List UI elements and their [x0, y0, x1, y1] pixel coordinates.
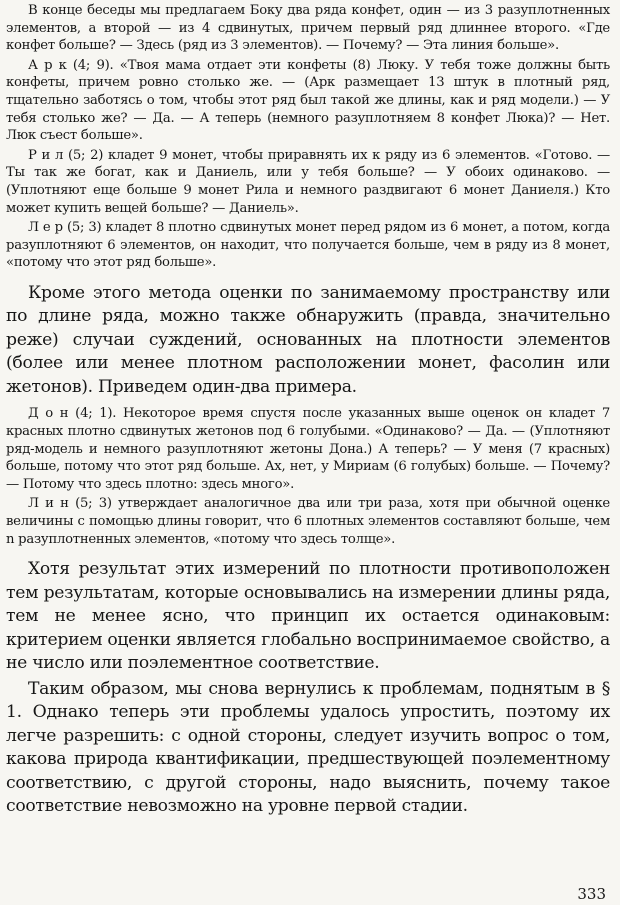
paragraph: Л е р (5; 3) кладет 8 плотно сдвинутых монет перед рядом из 6 монет, а потом, когда разуплотняют 6 элементов, он находит, что получается больше, чем в ряду из 8 монет, «потому что этот ряд больше».	[6, 220, 610, 271]
paragraph: Р и л (5; 2) кладет 9 монет, чтобы приравнять их к ряду из 6 элементов. «Готово. — Ты так же богат, как и Даниель, или у тебя больше? — У обоих одинаково. — (Уплотняют еще больше 9 монет Рила и немного раздвигают 6 монет Даниеля.) Кто может купить вещей больше? — Даниель».	[6, 147, 610, 216]
page-number: 333	[577, 885, 606, 903]
paragraph: В конце беседы мы предлагаем Боку два ряда конфет, один — из 3 разуплотненных элементов, а второй — из 4 сдвинутых, причем первый ряд длиннее второго. «Где конфет больше? — Здесь (ряд из 3 элементов). — Почему? — Эта линия больше».	[6, 3, 610, 54]
paragraph: Кроме этого метода оценки по занимаемому пространству или по длине ряда, можно также обнаружить (правда, значительно реже) случаи суждений, основанных на плотности элементов (более или менее плотном расположении монет, фасолин или жетонов). Приведем один-два примера.	[6, 282, 610, 397]
paragraph: Л и н (5; 3) утверждает аналогичное два или три раза, хотя при обычной оценке величины с помощью длины говорит, что 6 плотных элементов составляют больше, чем n разуплотненных элементов, «потому что здесь толще».	[6, 496, 610, 547]
main-text-block-1	[6, 282, 610, 400]
examples-block-2	[6, 405, 610, 548]
paragraph: Таким образом, мы снова вернулись к проблемам, поднятым в § 1. Однако теперь эти проблемы удалось упростить, поэтому их легче разрешить: с одной стороны, следует изучить вопрос о том, какова природа квантификации, предшествующей поэлементному соответствию, с другой стороны, надо выяснить, почему такое соответствие невозможно на уровне первой стадии.	[6, 678, 610, 817]
paragraph: Д о н (4; 1). Некоторое время спустя после указанных выше оценок он кладет 7 красных плотно сдвинутых жетонов под 6 голубыми. «Одинаково? — Да. — (Уплотняют ряд-модель и немного разуплотняют жетоны Дона.) А теперь? — У меня (7 красных) больше, потому что этот ряд больше. Ах, нет, у Мириам (6 голубых) больше. — Почему? — Потому что здесь плотно: здесь много».	[6, 406, 610, 492]
main-text-block-2	[6, 558, 610, 819]
examples-block-1	[6, 2, 610, 272]
paragraph: Хотя результат этих измерений по плотности противоположен тем результатам, которые основывались на измерении длины ряда, тем не менее ясно, что принцип их остается одинаковым: критерием оценки является глобально воспринимаемое свойство, а не число или поэлементное соответствие.	[6, 559, 610, 674]
paragraph: А р к (4; 9). «Твоя мама отдает эти конфеты (8) Люку. У тебя тоже должны быть конфеты, причем ровно столько же. — (Арк размещает 13 штук в плотный ряд, тщательно заботясь о том, чтобы этот ряд был такой же длины, как и ряд модели.) — У тебя столько же? — Да. — А теперь (немного разуплотняем 8 конфет Люка)? — Нет. Люк съест больше».	[6, 57, 610, 144]
